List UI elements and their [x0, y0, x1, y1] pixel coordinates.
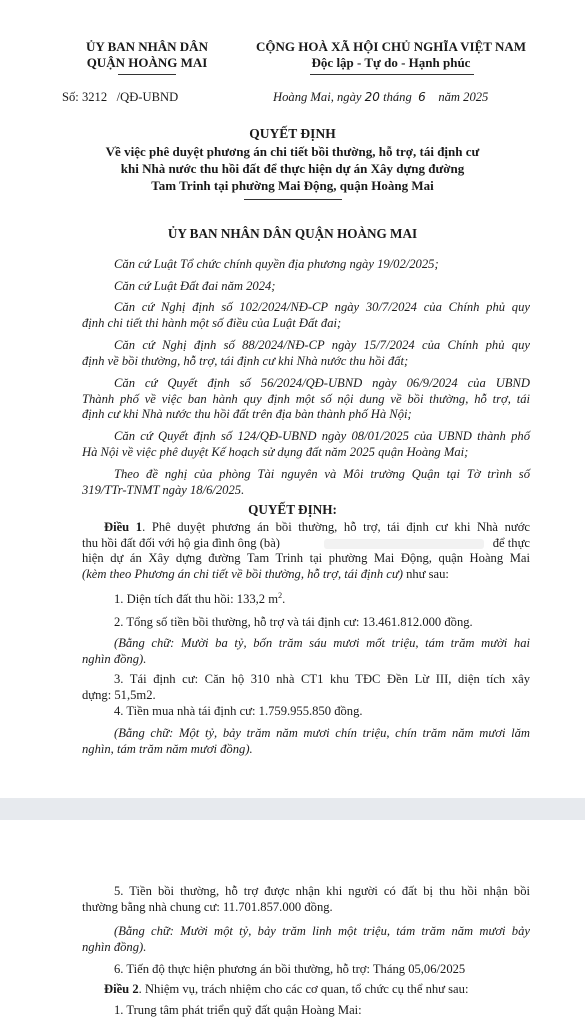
item-4-words: (Bằng chữ: Một tỷ, bảy trăm năm mươi chín triệu, chín trăm năm mươi lăm nghìn, tám trăm năm mươi đồng). [82, 726, 530, 756]
article-2-item-1: 1. Trung tâm phát triển quỹ đất quận Hoàng Mai: [114, 1003, 362, 1017]
item-3-resettlement: 3. Tái định cư: Căn hộ 310 nhà CT1 khu TĐC Đền Lừ III, diện tích xây dựng: 51,5m2. [82, 672, 530, 702]
item-1-area: 1. Diện tích đất thu hồi: 133,2 $m^2$. [114, 591, 286, 607]
item-5-words: (Bằng chữ: Mười một tỷ, bảy trăm linh một triệu, tám trăm năm mươi bảy nghìn đồng). [82, 924, 530, 954]
item-6-schedule: 6. Tiến độ thực hiện phương án bồi thường, hỗ trợ: Tháng 05,06/2025 [114, 962, 466, 976]
page-separator [0, 798, 585, 820]
decision-heading: QUYẾT ĐỊNH: [248, 502, 337, 517]
document-number: Số: 3212 /QĐ-UBND [62, 90, 179, 104]
document-title: QUYẾT ĐỊNH [249, 126, 336, 141]
subject-line-3: Tam Trinh tại phường Mai Động, quận Hoàng Mai [151, 178, 434, 193]
subject-underline [244, 199, 342, 200]
basis-3: Căn cứ Nghị định số 102/2024/NĐ-CP ngày 30/7/2024 của Chính phủ quy định chi tiết thi hành một số điều của Luật Đất đai; [82, 300, 530, 330]
basis-1: Căn cứ Luật Tổ chức chính quyền địa phương ngày 19/02/2025; [114, 257, 439, 271]
article-1: Điều 1. Phê duyệt phương án bồi thường, hỗ trợ, tái định cư khi Nhà nước thu hồi đất đối với hộ gia đình ông (bà) để thực hiện dự án Xây dựng đường Tam Trinh tại phường Mai Động, quận Hoàng Mai (kèm theo Phương án chi tiết về bồi thường, hỗ trợ, tái định cư) như sau: [82, 520, 530, 581]
basis-7: Theo đề nghị của phòng Tài nguyên và Môi trường Quận tại Tờ trình số 319/TTr-TNMT ngày 18/6/2025. [82, 467, 530, 497]
issuing-org-line2: QUẬN HOÀNG MAI [86, 55, 208, 70]
nation-motto: Độc lập - Tự do - Hạnh phúc [311, 55, 471, 70]
article-2-label: Điều 2 [104, 982, 139, 996]
subject-line-2: khi Nhà nước thu hồi đất để thực hiện dự án Xây dựng đường [120, 161, 465, 176]
issuing-org-line1: ỦY BAN NHÂN DÂN [86, 39, 208, 54]
motto-underline [310, 74, 474, 75]
authority-heading: ỦY BAN NHÂN DÂN QUẬN HOÀNG MAI [167, 226, 418, 241]
redacted-name [324, 539, 484, 549]
article-1-label: Điều 1 [104, 520, 143, 534]
item-5-compensation: 5. Tiền bồi thường, hỗ trợ được nhận khi người có đất bị thu hồi nhận bồi thường bằng nhà chung cư: 11.701.857.000 đồng. [82, 884, 530, 914]
basis-6: Căn cứ Quyết định số 124/QĐ-UBND ngày 08/01/2025 của UBND thành phố Hà Nội về việc phê duyệt Kế hoạch sử dụng đất năm 2025 quận Hoàng Mai; [82, 429, 530, 459]
document-date: Hoàng Mai, ngày 20 tháng 6 năm 2025 [273, 90, 489, 104]
basis-2: Căn cứ Luật Đất đai năm 2024; [114, 279, 276, 293]
item-2-words: (Bằng chữ: Mười ba tỷ, bốn trăm sáu mươi mốt triệu, tám trăm mười hai nghìn đồng). [82, 636, 530, 666]
item-2-total: 2. Tổng số tiền bồi thường, hỗ trợ và tái định cư: 13.461.812.000 đồng. [114, 615, 473, 629]
basis-4: Căn cứ Nghị định số 88/2024/NĐ-CP ngày 15/7/2024 của Chính phủ quy định về bồi thường, hỗ trợ, tái định cư khi Nhà nước thu hồi đất; [82, 338, 530, 368]
article-2: Điều 2. Nhiệm vụ, trách nhiệm cho các cơ quan, tổ chức cụ thể như sau: [104, 982, 469, 996]
org-underline [118, 74, 176, 75]
item-4-housing: 4. Tiền mua nhà tái định cư: 1.759.955.850 đồng. [114, 704, 363, 718]
nation-title: CỘNG HOÀ XÃ HỘI CHỦ NGHĨA VIỆT NAM [255, 39, 527, 54]
subject-line-1: Về việc phê duyệt phương án chi tiết bồi thường, hỗ trợ, tái định cư [105, 144, 480, 159]
document-page-2 [0, 820, 585, 1024]
basis-5: Căn cứ Quyết định số 56/2024/QĐ-UBND ngày 06/9/2024 của UBND Thành phố về việc ban hành quy định một số nội dung về bồi thường, hỗ trợ, tái định cư khi Nhà nước thu hồi đất trên địa bàn thành phố Hà Nội; [82, 376, 530, 421]
